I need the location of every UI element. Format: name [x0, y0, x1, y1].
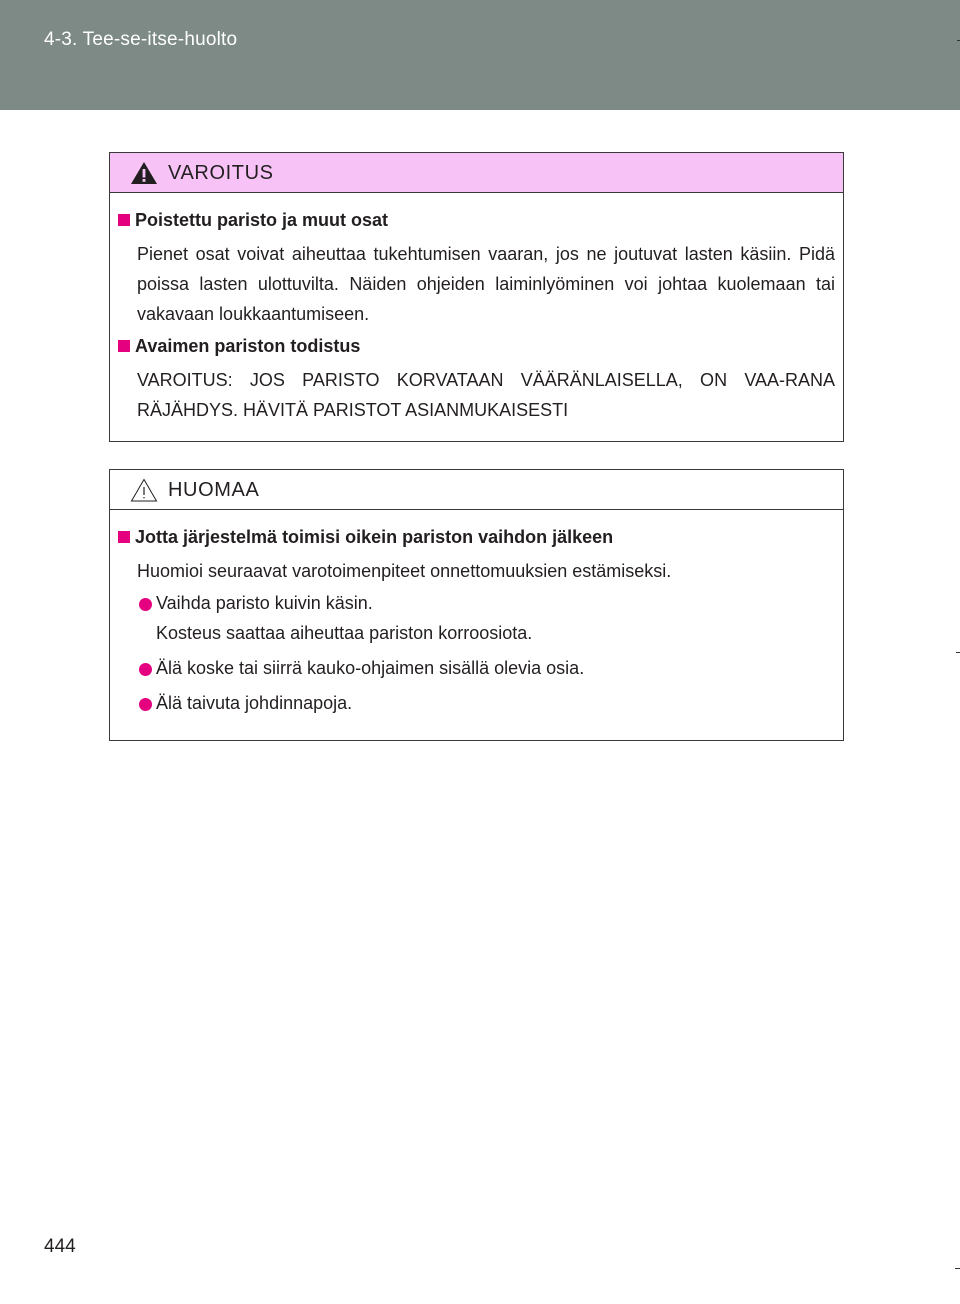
square-bullet-icon [118, 531, 130, 543]
intro-text: Huomioi seuraavat varotoimenpiteet onnettomuuksien estämiseksi. [137, 561, 672, 581]
list-item: Vaihda paristo kuivin käsin. Kosteus saattaa aiheuttaa pariston korroosiota. [116, 589, 835, 647]
page-number: 444 [44, 1236, 76, 1257]
square-bullet-icon [118, 340, 130, 352]
warning-triangle-icon [130, 161, 158, 185]
section-text: VAROITUS: JOS PARISTO KORVATAAN VÄÄRÄNLAISELLA, ON VAA-RANA RÄJÄHDYS. HÄVITÄ PARISTOT ASIANMUKAISESTI [137, 370, 835, 420]
section-title: 4-3. Tee-se-itse-huolto [44, 29, 238, 50]
circle-bullet-icon [139, 698, 152, 711]
crop-mark [955, 1268, 960, 1269]
list-item: Älä taivuta johdinnapoja. [116, 689, 835, 717]
warning-title: VAROITUS [168, 162, 274, 184]
circle-bullet-icon [139, 598, 152, 611]
crop-mark [956, 652, 960, 653]
warning-box [109, 152, 844, 442]
warning-header [110, 153, 843, 193]
square-bullet-icon [118, 214, 130, 226]
notice-title: HUOMAA [168, 479, 260, 501]
section-heading: Poistettu paristo ja muut osat [116, 207, 835, 233]
section-heading: Avaimen pariston todistus [116, 333, 835, 359]
page-header [0, 0, 960, 110]
caution-outline-icon [130, 478, 158, 502]
section-text: Pienet osat voivat aiheuttaa tukehtumisen vaaran, jos ne joutuvat lasten käsiin. Pidä poissa lasten ulottuvilta. Näiden ohjeiden laiminlyöminen voi johtaa kuolemaan tai vakavaan loukkaantumiseen. [137, 244, 835, 324]
notice-box [109, 469, 844, 741]
notice-header [110, 470, 843, 510]
list-item: Älä koske tai siirrä kauko-ohjaimen sisällä olevia osia. [116, 654, 835, 682]
section-heading: Jotta järjestelmä toimisi oikein pariston vaihdon jälkeen [116, 524, 835, 550]
circle-bullet-icon [139, 663, 152, 676]
